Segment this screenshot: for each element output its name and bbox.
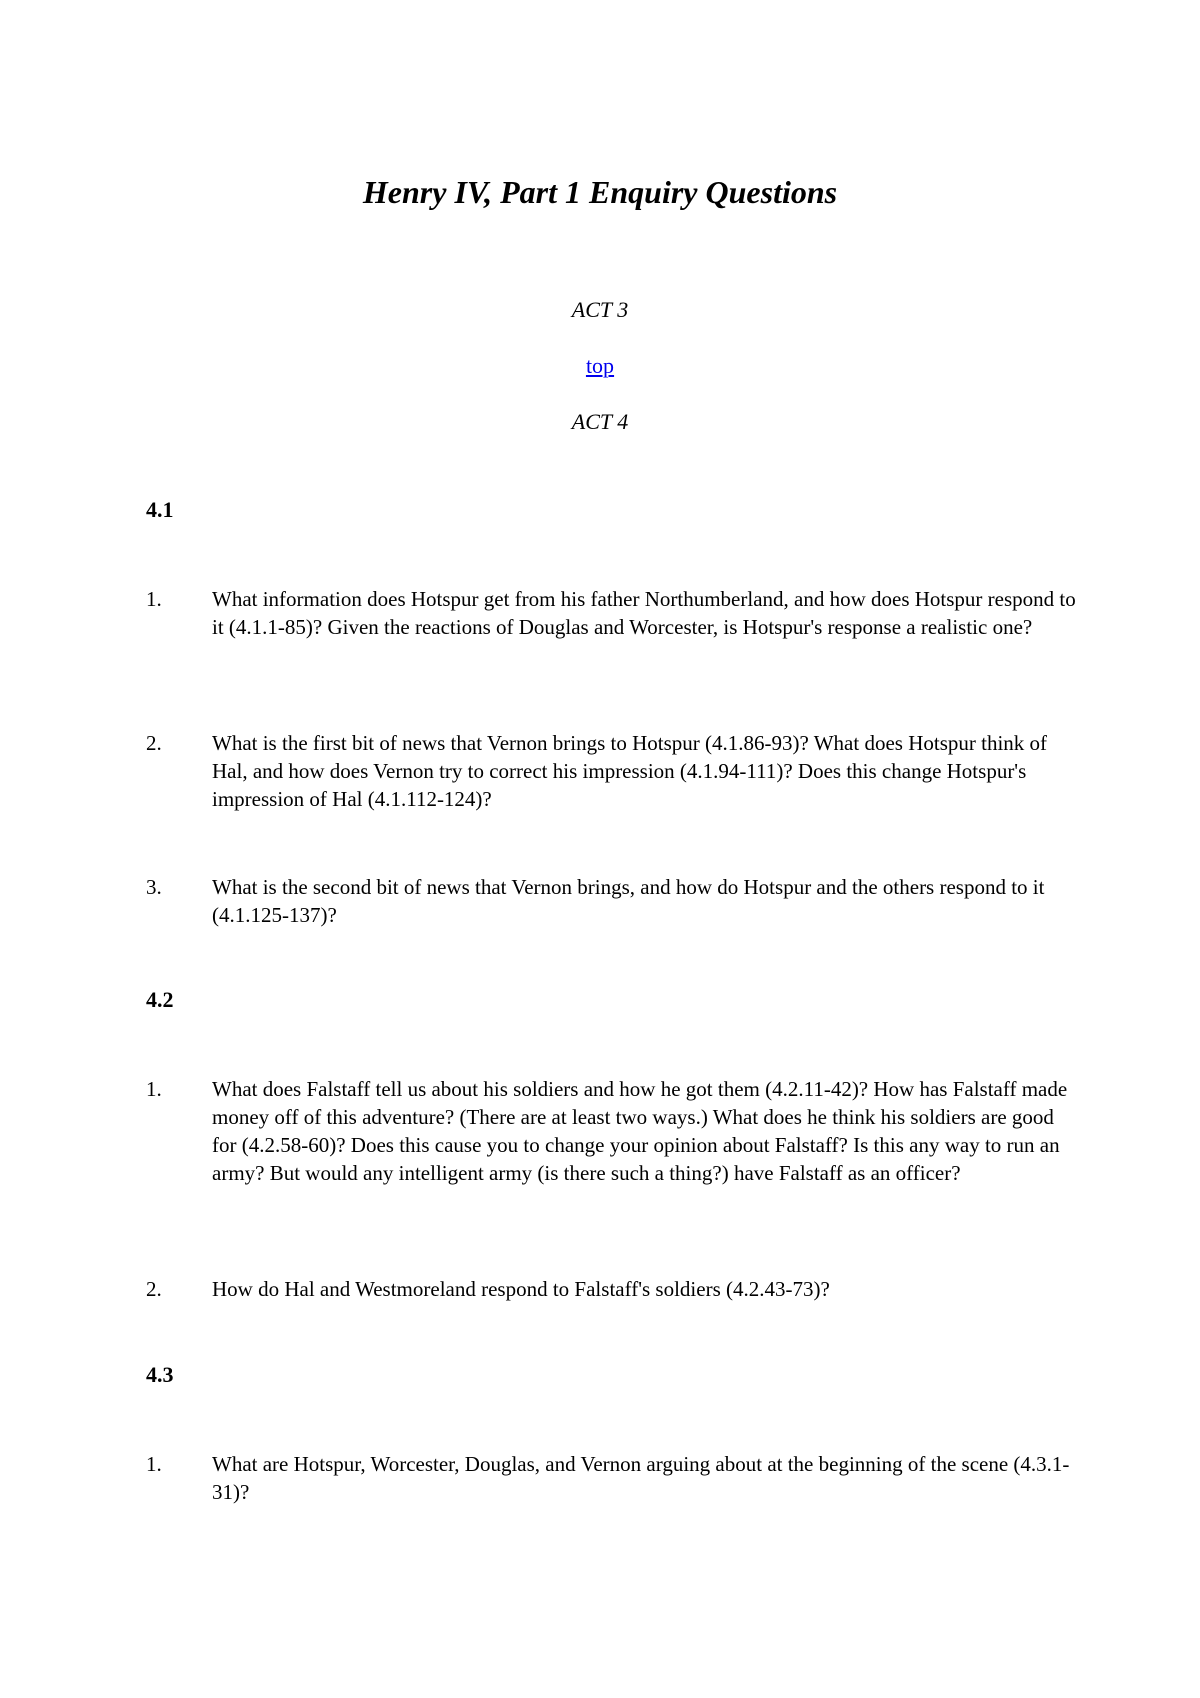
question-4-1-1 (146, 585, 1076, 641)
question-number: 1. (146, 1452, 162, 1476)
top-link[interactable]: top (585, 353, 615, 378)
question-text: How do Hal and Westmoreland respond to Falstaff's soldiers (4.2.43-73)? (212, 1277, 830, 1301)
question-number: 2. (146, 1277, 162, 1301)
question-text: What information does Hotspur get from his father Northumberland, and how does Hotspur respond to it (4.1.1-85)? Given the reactions of Douglas and Worcester, is Hotspur's response a realistic one? (212, 587, 1076, 639)
act-3-heading: ACT 3 (571, 297, 629, 322)
question-text: What is the first bit of news that Vernon brings to Hotspur (4.1.86-93)? What does Hotspur think of Hal, and how does Vernon try to correct his impression (4.1.94-111)? Does this change Hotspur's impression of Hal (4.1.112-124)? (212, 731, 1048, 811)
question-4-3-1 (146, 1450, 1076, 1506)
section-heading-4-2: 4.2 (146, 987, 174, 1012)
question-number: 1. (146, 587, 162, 611)
question-4-1-2 (146, 729, 1076, 813)
act-4-heading: ACT 4 (571, 409, 629, 434)
section-heading-4-1: 4.1 (146, 497, 174, 522)
question-text: What is the second bit of news that Vernon brings, and how do Hotspur and the others respond to it (4.1.125-137)? (212, 875, 1045, 927)
top-link-container (0, 352, 1200, 380)
question-text: What are Hotspur, Worcester, Douglas, and Vernon arguing about at the beginning of the scene (4.3.1-31)? (212, 1452, 1070, 1504)
question-4-2-1 (146, 1075, 1076, 1187)
question-number: 2. (146, 731, 162, 755)
section-heading-4-3: 4.3 (146, 1362, 174, 1387)
question-text: What does Falstaff tell us about his soldiers and how he got them (4.2.11-42)? How has Falstaff made money off of this adventure? (There are at least two ways.) What does he think his soldiers are good for (4.2.58-60)? Does this cause you to change your opinion about Falstaff? Is this any way to run an army? But would any intelligent army (is there such a thing?) have Falstaff as an officer? (212, 1077, 1068, 1185)
question-4-2-2 (146, 1275, 1076, 1303)
question-number: 3. (146, 875, 162, 899)
question-4-1-3 (146, 873, 1076, 929)
question-number: 1. (146, 1077, 162, 1101)
page-title: Henry IV, Part 1 Enquiry Questions (362, 174, 838, 210)
